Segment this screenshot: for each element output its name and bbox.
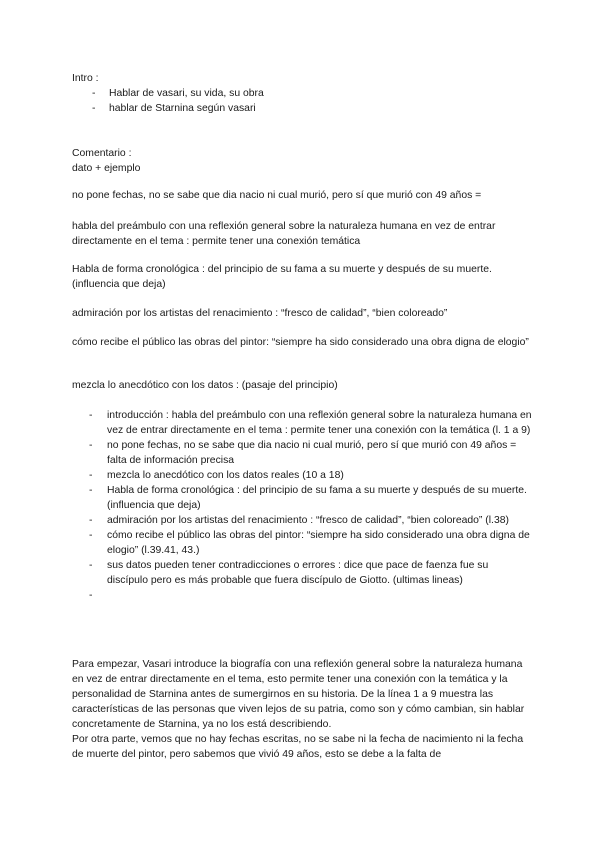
note-paragraph: Habla de forma cronológica : del principio de su fama a su muerte y después de su muerte. (influencia que deja): [72, 264, 492, 290]
list-item: - admiración por los artistas del renacimiento : “fresco de calidad”, “bien coloreado” (l.38): [72, 513, 532, 528]
essay-paragraph: Por otra parte, vemos que no hay fechas escritas, no se sabe ni la fecha de nacimiento ni la fecha de muerte del pintor, pero sabemos que vivió 49 años, esto se debe a la falta de: [72, 734, 524, 760]
intro-heading: Intro :: [72, 73, 99, 84]
list-item: - no pone fechas, no se sabe que dia nacio ni cual murió, pero sí que murió con 49 años = falta de información precisa: [72, 438, 532, 468]
points-section: [72, 408, 532, 603]
note-paragraph: no pone fechas, no se sabe que dia nacio ni cual murió, pero sí que murió con 49 años =: [72, 190, 482, 201]
points-list: [72, 408, 532, 603]
note-paragraph: habla del preámbulo con una reflexión general sobre la naturaleza humana en vez de entrar directamente en el tema : permite tener una conexión temática: [72, 221, 496, 247]
note-paragraph: admiración por los artistas del renacimiento : “fresco de calidad”, “bien coloreado”: [72, 308, 448, 319]
list-item: - mezcla lo anecdótico con los datos reales (10 a 18): [72, 468, 532, 483]
note-paragraph: mezcla lo anecdótico con los datos : (pasaje del principio): [72, 380, 338, 391]
comentario-heading: Comentario :: [72, 148, 132, 159]
list-item: - sus datos pueden tener contradicciones o errores : dice que pace de faenza fue su discípulo pero es más probable que fuera discípulo de Giotto. (ultimas lineas): [72, 558, 532, 588]
note-paragraph: cómo recibe el público las obras del pintor: “siempre ha sido considerado una obra digna de elogio”: [72, 337, 529, 348]
intro-item: - Hablar de vasari, su vida, su obra: [72, 86, 532, 101]
comentario-section: [72, 146, 532, 176]
list-item: - Habla de forma cronológica : del principio de su fama a su muerte y después de su muerte. (influencia que deja): [72, 483, 532, 513]
intro-item: - hablar de Starnina según vasari: [72, 101, 532, 116]
list-item: - cómo recibe el público las obras del pintor: “siempre ha sido considerado una obra digna de elogio” (l.39.41, 43.): [72, 528, 532, 558]
comentario-sub: dato + ejemplo: [72, 163, 141, 174]
intro-list: [72, 86, 532, 116]
essay-paragraph: Para empezar, Vasari introduce la biografía con una reflexión general sobre la naturaleza humana en vez de entrar directamente en el tema, esto permite tener una conexión con la temática y la personalidad de Starnina antes de sumergirnos en su historia. De la línea 1 a 9 muestra las características de las personas que viven lejos de su patria, como son y cómo cambian, sin hablar concretamente de Starnina, ya no los está describiendo.: [72, 659, 525, 730]
intro-section: [72, 71, 532, 116]
list-item: - introducción : habla del preámbulo con una reflexión general sobre la naturaleza humana en vez de entrar directamente en el tema : permite tener una conexión con la temática (l. 1 a 9): [72, 408, 532, 438]
list-item: [72, 588, 532, 603]
essay-section: [72, 657, 534, 762]
